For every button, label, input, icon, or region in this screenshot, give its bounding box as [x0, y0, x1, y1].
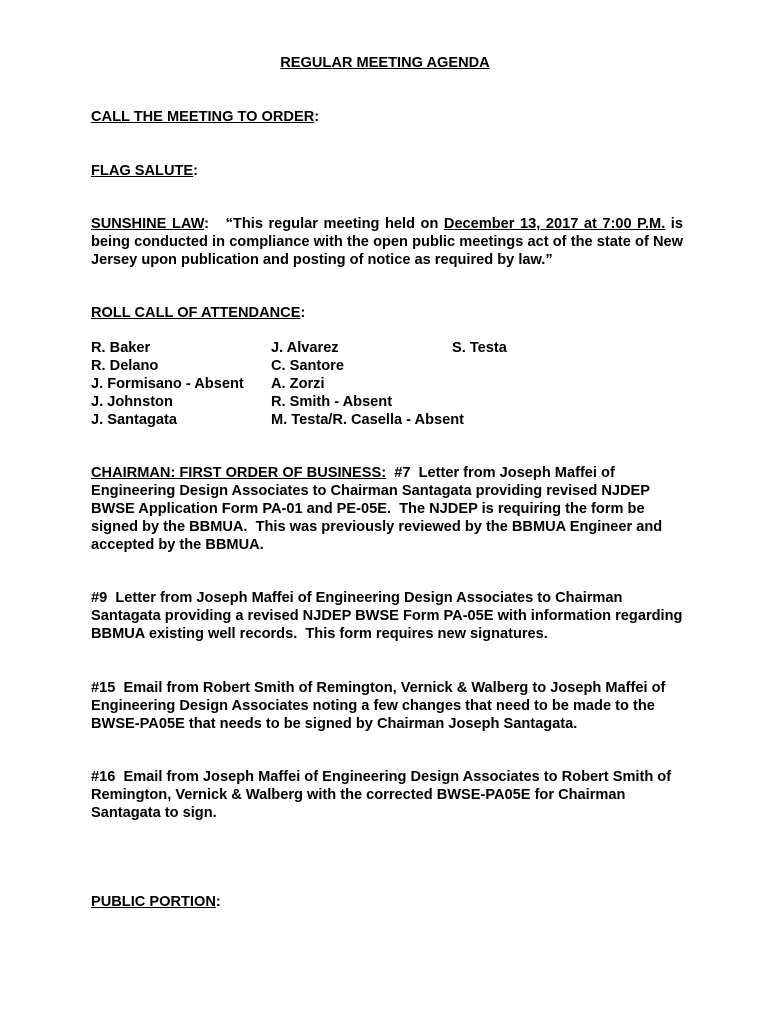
agenda-item-15: #15 Email from Robert Smith of Remington, Vernick & Walberg to Joseph Maffei of Engineering Design Associates noting a few changes that need to be made to the BWSE-PA05E that needs to be signed by Chairman Joseph Santagata.	[91, 680, 670, 732]
attendee: J. Formisano - Absent	[91, 376, 244, 392]
public-portion-colon: :	[215, 894, 221, 910]
meeting-date-time: December 13, 2017 at 7:00 P.M.	[443, 216, 666, 232]
page-title: REGULAR MEETING AGENDA	[280, 55, 490, 71]
public-portion-heading: PUBLIC PORTION	[91, 894, 216, 910]
sunshine-law-text-after: is being conducted in compliance with the open public meetings act of the state of New Jersey upon publication and posting of notice as required by law.”	[91, 216, 688, 268]
agenda-item-9: #9 Letter from Joseph Maffei of Engineering Design Associates to Chairman Santagata providing a revised NJDEP BWSE Form PA-05E with information regarding BBMUA existing well records. This form requires new signatures.	[91, 590, 687, 642]
attendee: M. Testa/R. Casella - Absent	[271, 412, 465, 428]
attendance-column-1	[91, 339, 244, 429]
attendance-column-2	[271, 339, 464, 429]
flag-salute-colon: :	[193, 163, 199, 179]
roll-call-heading: ROLL CALL OF ATTENDANCE	[91, 305, 301, 321]
chairman-heading: CHAIRMAN: FIRST ORDER OF BUSINESS:	[91, 465, 387, 481]
attendee: S. Testa	[452, 340, 507, 356]
call-to-order-section	[91, 108, 683, 126]
attendee: C. Santore	[271, 358, 344, 374]
flag-salute-heading: FLAG SALUTE	[91, 163, 194, 179]
attendee: J. Johnston	[91, 394, 173, 410]
flag-salute-section	[91, 162, 683, 180]
call-to-order-colon: :	[314, 109, 320, 125]
call-to-order-heading: CALL THE MEETING TO ORDER	[91, 109, 315, 125]
attendance-column-3	[452, 339, 507, 357]
sunshine-law-colon: :	[204, 216, 209, 232]
public-portion-section	[91, 893, 683, 911]
attendee: R. Delano	[91, 358, 159, 374]
attendee: R. Smith - Absent	[271, 394, 393, 410]
attendee: R. Baker	[91, 340, 151, 356]
sunshine-law-section	[91, 215, 688, 269]
roll-call-section	[91, 304, 683, 322]
attendee: J. Alvarez	[271, 340, 339, 356]
attendee: A. Zorzi	[271, 376, 325, 392]
chairman-item-7: #7 Letter from Joseph Maffei of Engineering Design Associates to Chairman Santagata providing revised NJDEP BWSE Application Form PA-01 and PE-05E. The NJDEP is requiring the form be signed by the BBMUA. This was previously reviewed by the BBMUA Engineer and accepted by the BBMUA.	[91, 465, 667, 553]
agenda-item-16: #16 Email from Joseph Maffei of Engineering Design Associates to Robert Smith of Remington, Vernick & Walberg with the corrected BWSE-PA05E for Chairman Santagata to sign.	[91, 769, 676, 821]
sunshine-law-text-before: “This regular meeting held on	[209, 216, 444, 232]
chairman-section	[91, 464, 683, 554]
roll-call-colon: :	[300, 305, 306, 321]
sunshine-law-heading: SUNSHINE LAW	[91, 216, 205, 232]
attendee: J. Santagata	[91, 412, 177, 428]
